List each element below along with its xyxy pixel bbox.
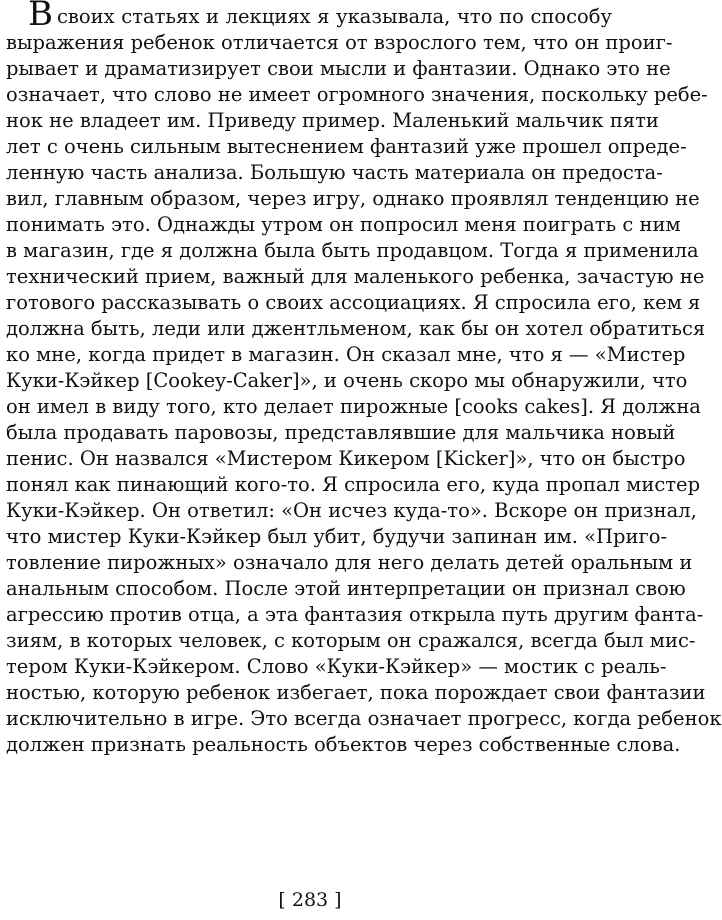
text-line: лет с очень сильным вытеснением фантазий уже прошел опреде-: [6, 135, 687, 158]
text-line: товление пирожных» означало для него делать детей оральным и: [6, 551, 693, 574]
text-line: рывает и драматизирует свои мысли и фантазии. Однако это не: [6, 57, 671, 80]
text-line: понял как пинающий кого-то. Я спросила его, куда пропал мистер: [6, 473, 701, 496]
text-line: Куки-Кэйкер [Cookey-Caker]», и очень скоро мы обнаружили, что: [6, 369, 688, 392]
text-line: означает, что слово не имеет огромного значения, поскольку ребе-: [6, 83, 708, 106]
text-line: что мистер Куки-Кэйкер был убит, будучи запинан им. «Приго-: [6, 525, 668, 548]
first-line-text: своих статьях и лекциях я указывала, что по способу: [57, 5, 612, 28]
text-line: пенис. Он назвался «Мистером Кикером [Kicker]», что он быстро: [6, 447, 686, 470]
text-line: он имел в виду того, кто делает пирожные [cooks cakes]. Я должна: [6, 395, 701, 418]
text-line: ленную часть анализа. Большую часть материала он предоста-: [6, 161, 663, 184]
text-line: анальным способом. После этой интерпретации он признал свою: [6, 577, 686, 600]
text-line: тером Куки-Кэйкером. Слово «Куки-Кэйкер» — мостик с реаль-: [6, 655, 667, 678]
text-line: агрессию против отца, а эта фантазия открыла путь другим фанта-: [6, 603, 704, 626]
text-line: ко мне, когда придет в магазин. Он сказал мне, что я — «Мистер: [6, 343, 686, 366]
text-line: была продавать паровозы, представлявшие для мальчика новый: [6, 421, 676, 444]
text-line: нок не владеет им. Приведу пример. Маленький мальчик пяти: [6, 109, 659, 132]
text-line-last: должен признать реальность объектов через собственные слова.: [6, 733, 681, 756]
text-line: в магазин, где я должна была быть продавцом. Тогда я применила: [6, 239, 699, 262]
drop-cap-letter: В: [28, 0, 53, 34]
page-number: [ 283 ]: [278, 889, 342, 911]
text-line: исключительно в игре. Это всегда означает прогресс, когда ребенок: [6, 707, 722, 730]
text-line-first: [6, 0, 612, 34]
body-text: [6, 0, 722, 758]
text-line: вил, главным образом, через игру, однако проявлял тенденцию не: [6, 187, 700, 210]
text-line: готового рассказывать о своих ассоциациях. Я спросила его, кем я: [6, 291, 701, 314]
text-line: зиям, в которых человек, с которым он сражался, всегда был мис-: [6, 629, 696, 652]
text-line: ностью, которую ребенок избегает, пока порождает свои фантазии: [6, 681, 706, 704]
text-line: понимать это. Однажды утром он попросил меня поиграть с ним: [6, 213, 681, 236]
text-line: выражения ребенок отличается от взрослого тем, что он проиг-: [6, 31, 673, 54]
text-line: технический прием, важный для маленького ребенка, зачастую не: [6, 265, 705, 288]
text-line: Куки-Кэйкер. Он ответил: «Он исчез куда-то». Вскоре он признал,: [6, 499, 697, 522]
text-line: должна быть, леди или джентльменом, как бы он хотел обратиться: [6, 317, 706, 340]
